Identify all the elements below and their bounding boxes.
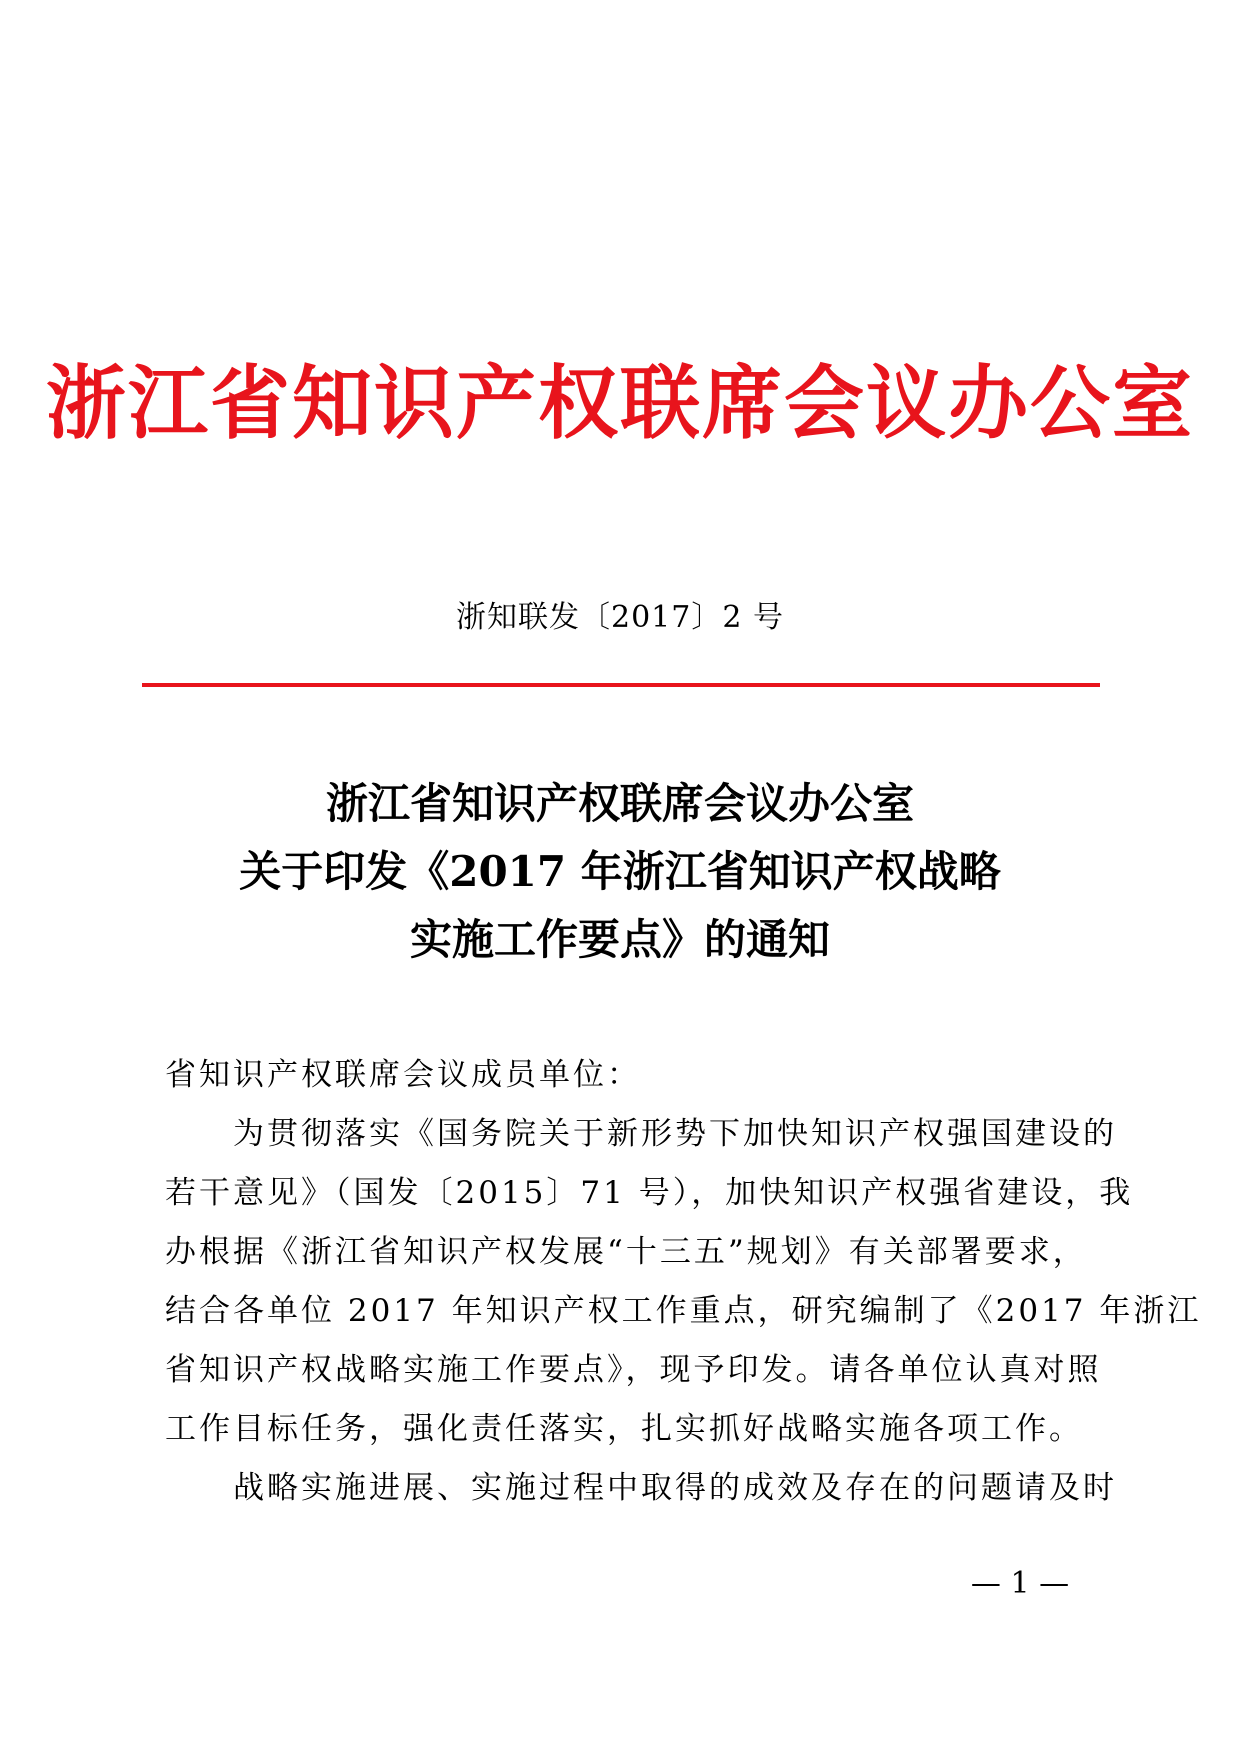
notice-title: [0, 770, 1240, 974]
masthead-title: 浙江省知识产权联席会议办公室: [46, 356, 1194, 450]
document-number: 浙知联发〔2017〕2 号: [456, 600, 784, 635]
title-line: 关于印发《2017 年浙江省知识产权战略: [239, 847, 1001, 896]
body-line: 办根据《浙江省知识产权发展“十三五”规划》有关部署要求，: [165, 1234, 1087, 1270]
title-line: 浙江省知识产权联席会议办公室: [325, 779, 914, 828]
body-line: 战略实施进展、实施过程中取得的成效及存在的问题请及时: [165, 1470, 1117, 1506]
body-line: 为贯彻落实《国务院关于新形势下加快知识产权强国建设的: [165, 1116, 1117, 1152]
addressee-line: 省知识产权联席会议成员单位：: [165, 1057, 641, 1093]
body-line: 若干意见》（国发〔2015〕71 号），加快知识产权强省建设，我: [165, 1175, 1134, 1211]
body-text: [165, 1046, 1202, 1518]
red-divider-line: [142, 683, 1100, 687]
body-line: 工作目标任务，强化责任落实，扎实抓好战略实施各项工作。: [165, 1411, 1083, 1447]
title-line: 实施工作要点》的通知: [409, 915, 830, 964]
body-line: 结合各单位 2017 年知识产权工作重点，研究编制了《2017 年浙江: [165, 1293, 1202, 1329]
page-number: — 1 —: [970, 1566, 1070, 1601]
body-line: 省知识产权战略实施工作要点》，现予印发。请各单位认真对照: [165, 1352, 1102, 1388]
